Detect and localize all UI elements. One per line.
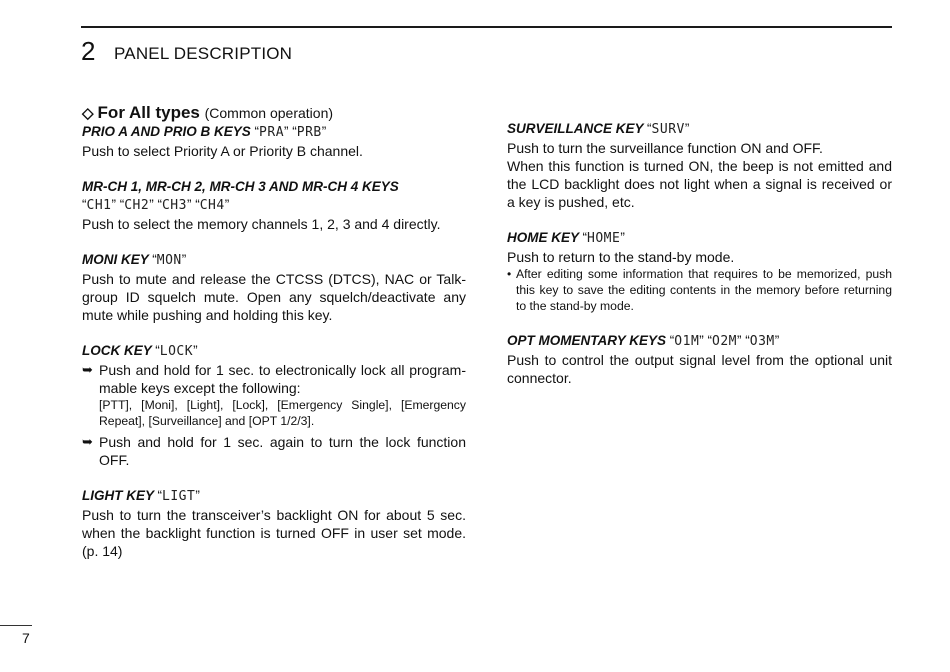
header-rule — [81, 26, 892, 28]
list-item — [82, 433, 466, 469]
surv-key-description-1: Push to turn the surveillance function ON and OFF. — [507, 140, 823, 156]
mrch-key-heading: MR-CH 1, MR-CH 2, MR-CH 3 AND MR-CH 4 KEYS “CH1” “CH2” “CH3” “CH4” — [82, 179, 399, 213]
left-column — [82, 104, 466, 560]
home-key-title: HOME KEY — [507, 230, 579, 245]
home-key-heading: HOME KEY “HOME” — [507, 230, 625, 246]
surv-key-description-2: When this function is turned ON, the beep is not emitted and the LCD backlight does not light when a signal is received or a key is pushed, etc. — [507, 158, 892, 210]
mrch-key-description: Push to select the memory channels 1, 2, 3 and 4 directly. — [82, 216, 441, 232]
lock-bullet-1: Push and hold for 1 sec. to electronically lock all program-mable keys except the following: — [99, 362, 466, 396]
home-key-note: After editing some information that requires to be memorized, push this key to save the editing contents in the memory before returning to the stand-by mode. — [516, 267, 892, 313]
lcd-label: HOME — [587, 231, 621, 246]
moni-key-title: MONI KEY — [82, 252, 149, 267]
page-number-rule — [0, 625, 32, 626]
lcd-label: LOCK — [159, 344, 194, 359]
arrow-bullet-icon: ➥ — [82, 434, 93, 449]
lcd-label: CH2 — [124, 198, 150, 213]
lcd-label: O1M — [674, 334, 700, 349]
home-key-description: Push to return to the stand-by mode. — [507, 249, 735, 265]
page-number: 7 — [22, 630, 30, 646]
diamond-outline-icon: ◇ — [82, 105, 94, 122]
light-key-description: Push to turn the transceiver’s backlight ON for about 5 sec. when the backlight function is turned OFF in user set mode. (p. 14) — [82, 507, 466, 559]
prio-key-heading: PRIO A AND PRIO B KEYS “PRA” “PRB” — [82, 124, 327, 140]
section-subtitle: (Common operation) — [204, 105, 334, 121]
lcd-label: O3M — [749, 334, 775, 349]
lcd-label: MON — [156, 253, 182, 268]
lock-key-title: LOCK KEY — [82, 343, 152, 358]
prio-key-description: Push to select Priority A or Priority B channel. — [82, 143, 363, 159]
lcd-label: O2M — [712, 334, 738, 349]
list-item — [82, 361, 466, 397]
list-item — [507, 266, 892, 314]
prio-key-title: PRIO A AND PRIO B KEYS — [82, 124, 251, 139]
opt-key-heading: OPT MOMENTARY KEYS “O1M” “O2M” “O3M” — [507, 333, 780, 349]
surv-key-title: SURVEILLANCE KEY — [507, 121, 644, 136]
lock-exceptions: [PTT], [Moni], [Light], [Lock], [Emergency Single], [Emergency Repeat], [Surveillance] and [OPT 1/2/3]. — [99, 398, 466, 428]
lcd-label: CH4 — [199, 198, 225, 213]
lcd-label: SURV — [651, 122, 685, 137]
lcd-label: PRA — [259, 125, 285, 140]
bullet-dot-icon: • — [507, 267, 512, 281]
chapter-number: 2 — [81, 36, 96, 66]
lcd-label: PRB — [296, 125, 322, 140]
arrow-bullet-icon: ➥ — [82, 362, 93, 377]
opt-key-title: OPT MOMENTARY KEYS — [507, 333, 667, 348]
lock-key-heading: LOCK KEY “LOCK” — [82, 343, 198, 359]
opt-key-description: Push to control the output signal level from the optional unit connector. — [507, 352, 892, 386]
lcd-label: LIGT — [162, 489, 196, 504]
section-title: For All types — [97, 103, 200, 122]
section-heading — [82, 104, 466, 123]
moni-key-heading: MONI KEY “MON” — [82, 252, 187, 268]
moni-key-description: Push to mute and release the CTCSS (DTCS), NAC or Talk-group ID squelch mute. Open any squelch/deactivate any mute while pushing and holding this key. — [82, 271, 466, 323]
light-key-heading: LIGHT KEY “LIGT” — [82, 488, 200, 504]
chapter-title: PANEL DESCRIPTION — [114, 44, 293, 63]
lcd-label: CH1 — [86, 198, 112, 213]
mrch-key-title: MR-CH 1, MR-CH 2, MR-CH 3 AND MR-CH 4 KEYS — [82, 179, 399, 194]
right-column — [507, 120, 892, 387]
lock-bullet-2: Push and hold for 1 sec. again to turn the lock function OFF. — [99, 434, 466, 468]
light-key-title: LIGHT KEY — [82, 488, 154, 503]
lcd-label: CH3 — [161, 198, 187, 213]
surv-key-heading: SURVEILLANCE KEY “SURV” — [507, 121, 690, 137]
